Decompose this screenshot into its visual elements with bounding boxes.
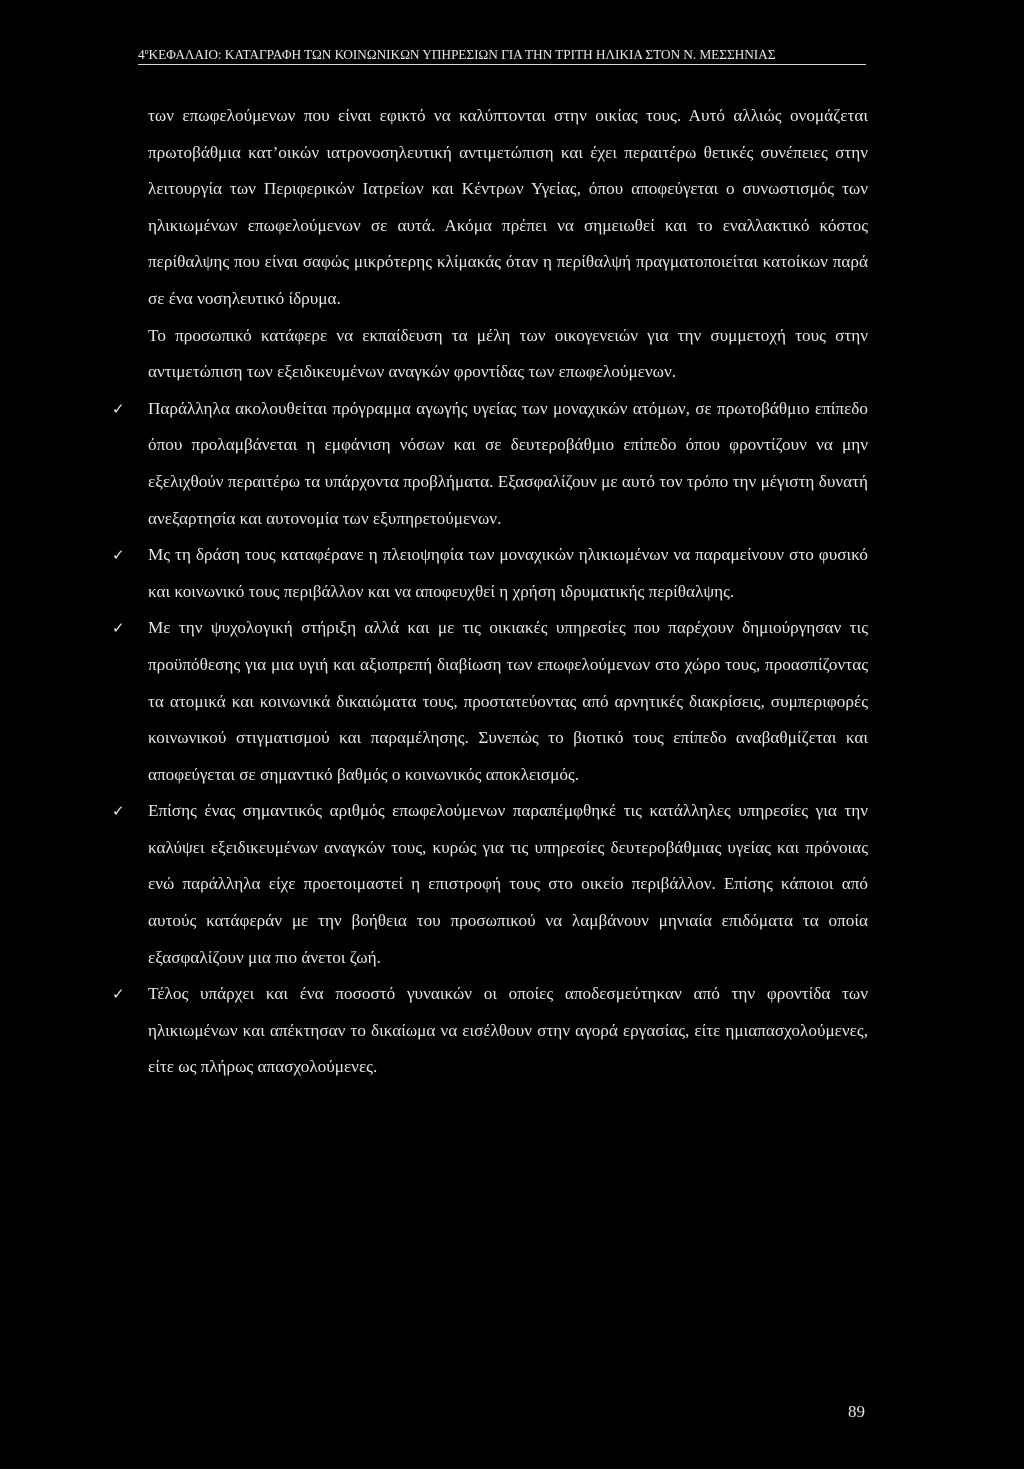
- body-text: [112, 98, 868, 1086]
- checkmark-icon: ✓: [112, 985, 125, 1004]
- bullet-item: [112, 610, 868, 793]
- bullet-text: Τέλος υπάρχει και ένα ποσοστό γυναικών οι οποίες αποδεσμεύτηκαν από την φροντίδα των ηλικιωμένων και απέκτησαν το δικαίωμα να εισέλθουν στην αγορά εργασίας, είτε ημιαπασχολούμενες, είτε ως πλήρως απασχολούμενες.: [148, 984, 868, 1077]
- bullet-item: [112, 537, 868, 610]
- header-rule: [138, 64, 866, 65]
- running-header: [138, 44, 866, 63]
- chapter-number: 4: [138, 47, 145, 62]
- bullet-item: [112, 793, 868, 976]
- page-number: 89: [848, 1402, 865, 1421]
- paragraph: Το προσωπικό κατάφερε να εκπαίδευση τα μέλη των οικογενειών για την συμμετοχή τους στην αντιμετώπιση των εξειδικευμένων αναγκών φροντίδας των επωφελούμενων.: [148, 325, 868, 382]
- bullet-text: Μς τη δράση τους καταφέρανε η πλειοψηφία των μοναχικών ηλικιωμένων να παραμείνουν στο φυσικό και κοινωνικό τους περιβάλλον και να αποφευχθεί η χρήση ιδρυματικής περίθαλψης.: [148, 545, 868, 601]
- header-title: ΚΕΦΑΛΑΙΟ: ΚΑΤΑΓΡΑΦΗ ΤΩΝ ΚΟΙΝΩΝΙΚΩΝ ΥΠΗΡΕΣΙΩΝ ΓΙΑ ΤΗΝ ΤΡΙΤΗ ΗΛΙΚΙΑ ΣΤΟΝ Ν. ΜΕΣΣΗΝΙΑΣ: [148, 47, 776, 62]
- bullet-text: Επίσης ένας σημαντικός αριθμός επωφελούμενων παραπέμφθηκέ τις κατάλληλες υπηρεσίες για την καλύψει εξειδικευμένων αναγκών τους, κυρώς για τις υπηρεσίες δευτεροβάθμιας υγείας και πρόνοιας ενώ παράλληλα είχε προετοιμαστεί η επιστροφή τους στο οικείο περιβάλλον. Επίσης κάποιοι από αυτούς κατάφεράν με την βοήθεια του προσωπικού να λαμβάνουν μηνιαία επιδόματα τα οποία εξασφαλίζουν μια πιο άνετοι ζωή.: [148, 801, 868, 967]
- checkmark-icon: ✓: [112, 619, 125, 638]
- checkmark-icon: ✓: [112, 802, 125, 821]
- bullet-text: Παράλληλα ακολουθείται πρόγραμμα αγωγής υγείας των μοναχικών ατόμων, σε πρωτοβάθμιο επίπεδο όπου προλαμβάνεται η εμφάνιση νόσων και σε δευτεροβάθμιο επίπεδο όπου φροντίζουν να μην εξελιχθούν περαιτέρω τα υπάρχοντα προβλήματα. Εξασφαλίζουν με αυτό τον τρόπο την μέγιστη δυνατή ανεξαρτησία και αυτονομία των εξυπηρετούμενων.: [148, 398, 868, 528]
- bullet-item: [112, 391, 868, 537]
- chapter-superscript: ο: [144, 47, 149, 56]
- bullet-item: [112, 976, 868, 1086]
- paragraph: των επωφελούμενων που είναι εφικτό να καλύπτονται στην οικίας τους. Αυτό αλλιώς ονομάζεται πρωτοβάθμια κατ’οικών ιατρονοσηλευτική αντιμετώπιση και έχει περαιτέρω θετικές συνέπειες στην λειτουργία των Περιφερικών Ιατρείων και Κέντρων Υγείας, όπου αποφεύγεται ο συνωστισμός των ηλικιωμένων επωφελούμενων σε αυτά. Ακόμα πρέπει να σημειωθεί και το εναλλακτικό κόστος περίθαλψης που είναι σαφώς μικρότερης κλίμακάς όταν η περίθαλψή πραγματοποιείται κατοίκων παρά σε ένα νοσηλευτικό ίδρυμα.: [148, 106, 868, 308]
- checkmark-icon: ✓: [112, 399, 125, 418]
- bullet-text: Με την ψυχολογική στήριξη αλλά και με τις οικιακές υπηρεσίες που παρέχουν δημιούργησαν τις προϋπόθεσης για μια υγιή και αξιοπρεπή διαβίωση των επωφελούμενων στο χώρο τους, προασπίζοντας τα ατομικά και κοινωνικά δικαιώματα τους, προστατεύοντας από αρνητικές διακρίσεις, συμπεριφορές κοινωνικού στιγματισμού και παραμέλησης. Συνεπώς το βιοτικό τους επίπεδο αναβαθμίζεται και αποφεύγεται σε σημαντικό βαθμός ο κοινωνικός αποκλεισμός.: [148, 618, 868, 784]
- checkmark-icon: ✓: [112, 546, 125, 565]
